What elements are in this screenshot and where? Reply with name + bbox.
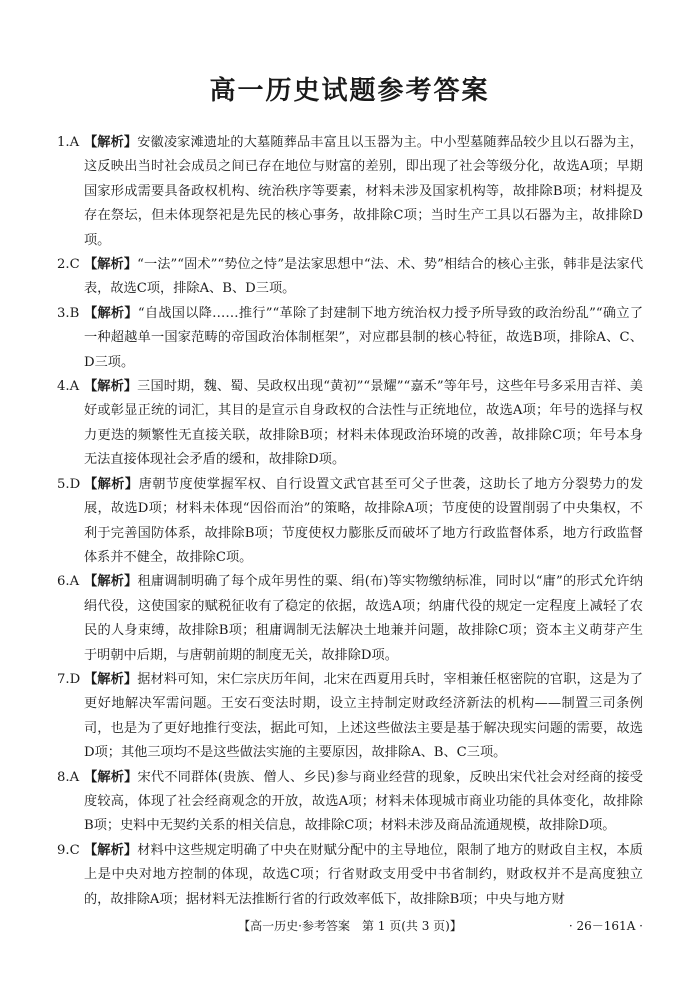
analysis-text: 材料中这些规定明确了中央在财赋分配中的主导地位，限制了地方的财政自主权，本质上是中央对地方控制的体现，故选C项；行省财政支用受中书省制约，财政权并不是高度独立的，故排除A项；据材料无法推断行省的行政效率低下，故排除B项；中央与地方财 [84, 842, 643, 907]
analysis-tag: 【解析】 [84, 305, 138, 321]
answer-explanation [84, 668, 643, 766]
answer-number: 2.C [57, 257, 80, 273]
answer-explanation [84, 375, 643, 473]
analysis-text: 宋代不同群体(贵族、僧人、乡民)参与商业经营的现象，反映出宋代社会对经商的接受度较高，体现了社会经商观念的开放，故选A项；材料未体现城市商业功能的具体变化，故排除B项；史料中无契约关系的相关信息，故排除C项；材料未涉及商品流通规模，故排除D项。 [84, 769, 643, 834]
answer-item [57, 839, 643, 912]
answer-number: 4.A [57, 379, 80, 395]
answer-explanation [84, 253, 643, 302]
answer-number: 3.B [57, 305, 80, 321]
page-footer [57, 916, 643, 936]
answer-item [57, 473, 643, 571]
analysis-tag: 【解析】 [84, 135, 138, 150]
answer-item [57, 375, 643, 473]
analysis-text: 唐朝节度使掌握军权、自行设置文武官甚至可父子世袭，这助长了地方分裂势力的发展，故选D项；材料未体现“因俗而治”的策略，故排除A项；节度使的设置削弱了中央集权，不利于完善国防体系，故排除B项；节度使权力膨胀反而破坏了地方行政监督体系，地方行政监督体系并不健全，故排除C项。 [84, 476, 644, 565]
analysis-tag: 【解析】 [84, 379, 138, 395]
analysis-tag: 【解析】 [84, 769, 138, 785]
analysis-tag: 【解析】 [84, 257, 138, 273]
answer-item [57, 766, 643, 839]
answer-explanation [84, 473, 643, 571]
answer-number: 7.D [57, 671, 81, 687]
analysis-text: 据材料可知，宋仁宗庆历年间，北宋在西夏用兵时，宰相兼任枢密院的官职，这是为了更好地解决军需问题。王安石变法时期，设立主持制定财政经济新法的机构——制置三司条例司，也是为了更好地推行变法，据此可知，上述这些做法主要是基于解决现实问题的需要，故选D项；其他三项均不是这些做法实施的主要原因，故排除A、B、C三项。 [84, 671, 643, 761]
answer-number: 9.C [57, 842, 80, 858]
footer-page-info: 【高一历史·参考答案 第 1 页(共 3 页)】 [238, 919, 462, 933]
analysis-tag: 【解析】 [84, 671, 138, 687]
answer-explanation [84, 302, 643, 375]
answer-number: 1.A [57, 135, 80, 150]
analysis-text: 安徽凌家滩遗址的大墓随葬品丰富且以玉器为主。中小型墓随葬品较少且以石器为主，这反映出当时社会成员之间已存在地位与财富的差别，即出现了社会等级分化，故选A项；早期国家形成需要具备政权机构、统治秩序等要素，材料未涉及国家机构等，故排除B项；材料提及存在祭坛，但未体现祭祀是先民的核心事务，故排除C项；当时生产工具以石器为主，故排除D项。 [84, 135, 643, 248]
answer-item [57, 570, 643, 668]
answer-item [57, 253, 643, 302]
answer-explanation [84, 766, 643, 839]
answer-explanation [84, 131, 643, 253]
analysis-text: 租庸调制明确了每个成年男性的粟、绢(布)等实物缴纳标准，同时以“庸”的形式允许纳绢代役，这使国家的赋税征收有了稳定的依据，故选A项；纳庸代役的规定一定程度上减轻了农民的人身束缚，故排除B项；租庸调制无法解决土地兼并问题，故排除C项；资本主义萌芽产生于明朝中后期，与唐朝前期的制度无关，故排除D项。 [84, 574, 643, 663]
answer-item [57, 668, 643, 766]
answer-explanation [84, 839, 643, 912]
answer-number: 5.D [57, 476, 81, 492]
analysis-tag: 【解析】 [84, 842, 138, 858]
page-title: 高一历史试题参考答案 [209, 76, 490, 106]
answer-item [57, 131, 643, 253]
answer-number: 8.A [57, 769, 80, 785]
analysis-tag: 【解析】 [84, 574, 138, 590]
answer-explanation [84, 570, 643, 668]
answer-number: 6.A [57, 574, 80, 590]
answer-item [57, 302, 643, 375]
analysis-tag: 【解析】 [84, 476, 139, 492]
analysis-text: 三国时期，魏、蜀、吴政权出现“黄初”“景耀”“嘉禾”等年号，这些年号多采用吉祥、美好或彰显正统的词汇，其目的是宣示自身政权的合法性与正统地位，故选A项；年号的选择与权力更迭的频繁性无直接关联，故排除B项；材料未体现政治环境的改善，故排除C项；年号本身无法直接体现社会矛盾的缓和，故排除D项。 [84, 379, 643, 468]
footer-paper-code: · 26－161A · [568, 919, 643, 933]
answer-list [57, 131, 643, 912]
analysis-text: “一法”“固术”“势位之恃”是法家思想中“法、术、势”相结合的核心主张，韩非是法家代表，故选C项，排除A、B、D三项。 [84, 257, 644, 297]
analysis-text: “自战国以降……推行”“革除了封建制下地方统治权力授予所导致的政治纷乱”“确立了一种超越单一国家范畴的帝国政治体制框架”，对应郡县制的核心特征，故选B项，排除A、C、D三项。 [84, 305, 643, 370]
